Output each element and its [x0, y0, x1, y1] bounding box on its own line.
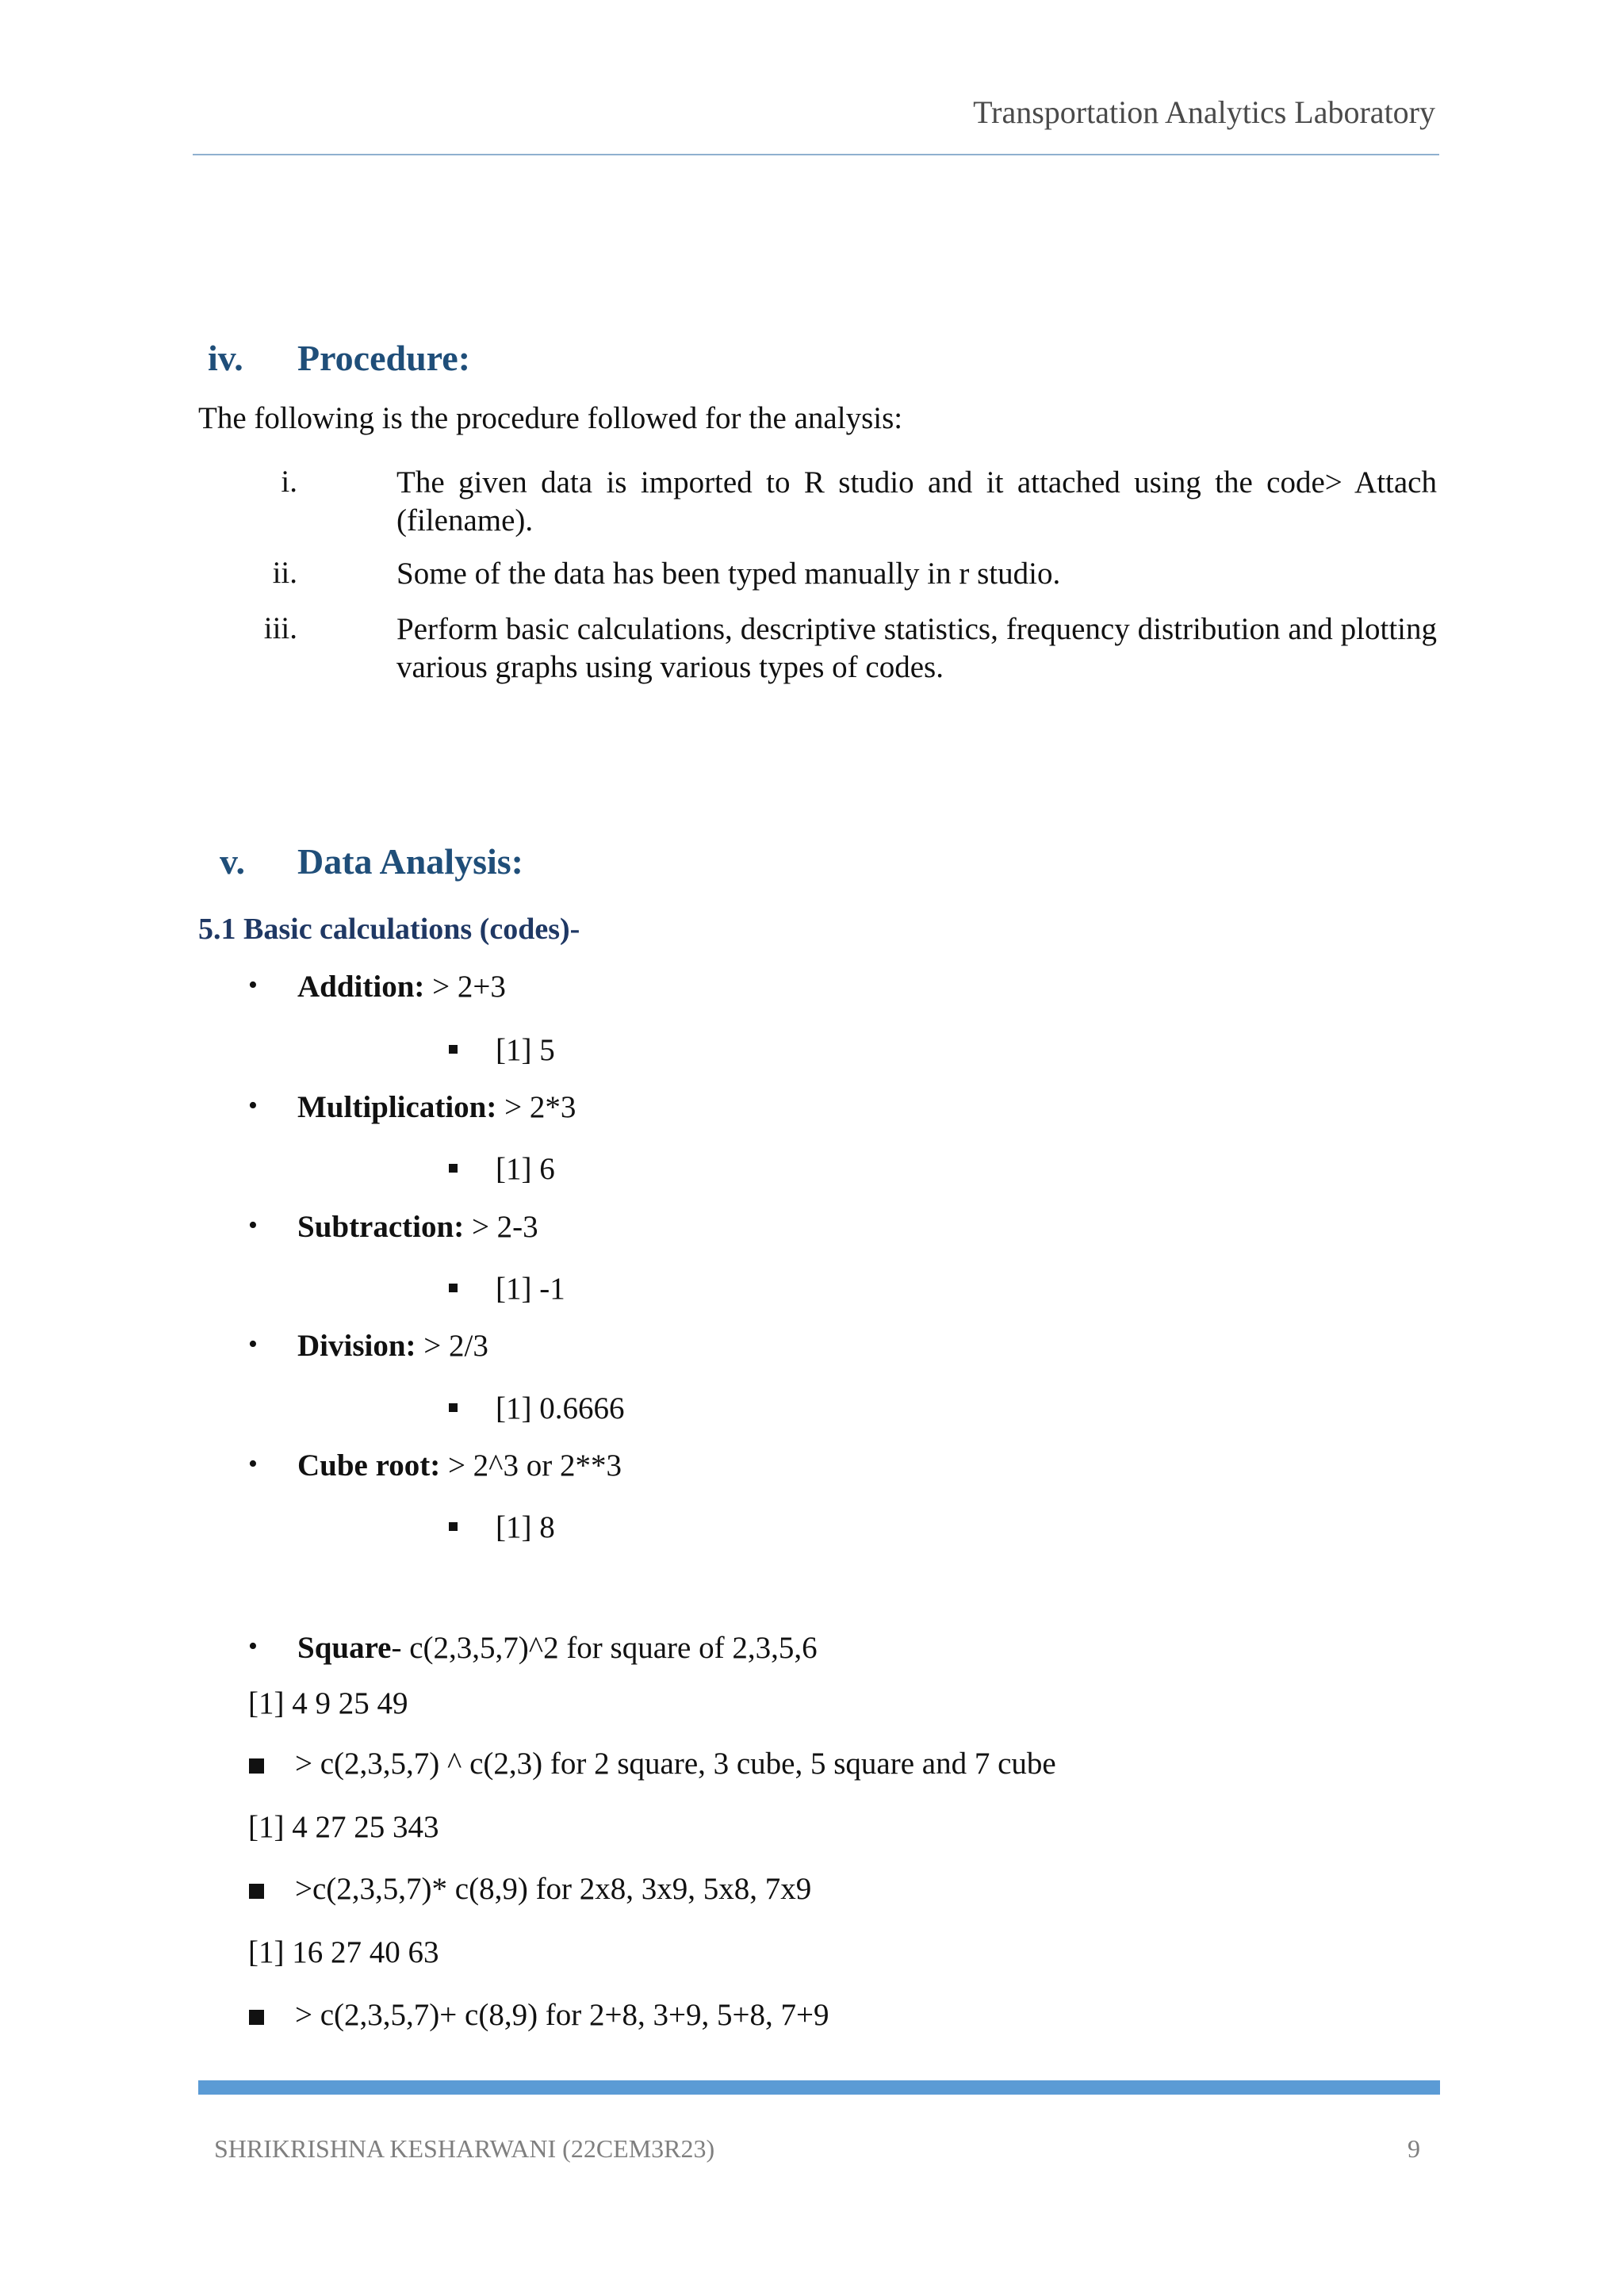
procedure-intro: The following is the procedure followed for the analysis: — [198, 401, 903, 435]
section-number: iv. — [208, 338, 243, 378]
calc-result: [1] 8 — [496, 1510, 555, 1544]
square-bullet-icon — [449, 1045, 458, 1054]
calc-code: > 2-3 — [464, 1210, 538, 1244]
vector-op-code: > c(2,3,5,7) ^ c(2,3) for 2 square, 3 cube, 5 square and 7 cube — [295, 1747, 1056, 1781]
section-number: v. — [220, 841, 245, 882]
step-text: The given data is imported to R studio and it attached using the code> Attach (filename). — [396, 465, 1437, 538]
square-code: - c(2,3,5,7)^2 for square of 2,3,5,6 — [391, 1631, 818, 1665]
bullet-dot-icon: • — [248, 1211, 258, 1240]
calc-label: Subtraction: — [297, 1210, 465, 1244]
vector-op-code: >c(2,3,5,7)* c(8,9) for 2x8, 3x9, 5x8, 7x9 — [295, 1872, 812, 1906]
calc-result: [1] 0.6666 — [496, 1391, 625, 1425]
square-bullet-icon — [449, 1522, 458, 1531]
vector-op-code: > c(2,3,5,7)+ c(8,9) for 2+8, 3+9, 5+8, 7+9 — [295, 1998, 829, 2032]
calc-label: Cube root: — [297, 1448, 441, 1483]
calc-result: [1] -1 — [496, 1272, 565, 1306]
step-number: iii. — [263, 611, 297, 645]
calc-line-multiplication — [297, 1089, 576, 1125]
footer-author: SHRIKRISHNA KESHARWANI (22CEM3R23) — [214, 2134, 715, 2163]
step-number: i. — [281, 465, 297, 499]
header-divider — [193, 154, 1439, 155]
calc-label: Addition: — [297, 970, 425, 1004]
vector-op-result: [1] 4 27 25 343 — [248, 1810, 439, 1844]
step-text: Some of the data has been typed manually in r studio. — [396, 557, 1061, 591]
bullet-dot-icon: • — [248, 1449, 258, 1479]
square-bullet-icon — [449, 1164, 458, 1173]
square-bullet-icon — [449, 1284, 458, 1292]
page-number: 9 — [1408, 2134, 1420, 2163]
calc-result: [1] 6 — [496, 1152, 555, 1186]
calc-line-addition — [297, 969, 506, 1004]
vector-op-result: [1] 16 27 40 63 — [248, 1935, 439, 1969]
calc-label: Division: — [297, 1329, 416, 1363]
bullet-dot-icon: • — [248, 1091, 258, 1120]
step-text: Perform basic calculations, descriptive statistics, frequency distribution and plotting various graphs using various types of codes. — [396, 612, 1437, 684]
calc-code: > 2+3 — [424, 970, 506, 1004]
calc-label: Multiplication: — [297, 1090, 497, 1124]
running-header: Transportation Analytics Laboratory — [973, 94, 1435, 130]
square-bullet-icon — [449, 1403, 458, 1412]
square-bullet-icon — [249, 2010, 264, 2025]
bullet-dot-icon: • — [248, 1632, 258, 1661]
subsection-heading: 5.1 Basic calculations (codes)- — [198, 913, 580, 946]
calc-code: > 2^3 or 2**3 — [440, 1448, 622, 1483]
square-result: [1] 4 9 25 49 — [248, 1686, 408, 1720]
step-number: ii. — [272, 556, 297, 590]
footer-bar — [198, 2080, 1440, 2095]
calc-code: > 2*3 — [496, 1090, 576, 1124]
calc-line-subtraction — [297, 1209, 538, 1245]
section-title-data-analysis: Data Analysis: — [297, 841, 523, 882]
square-line — [297, 1630, 818, 1666]
bullet-dot-icon: • — [248, 970, 258, 1000]
calc-line-division — [297, 1328, 488, 1364]
square-bullet-icon — [249, 1884, 264, 1899]
calc-line-cube-root — [297, 1448, 622, 1483]
calc-code: > 2/3 — [416, 1329, 488, 1363]
square-bullet-icon — [249, 1758, 264, 1774]
square-label: Square — [297, 1631, 392, 1665]
calc-result: [1] 5 — [496, 1033, 555, 1067]
section-title-procedure: Procedure: — [297, 338, 471, 378]
bullet-dot-icon: • — [248, 1330, 258, 1359]
